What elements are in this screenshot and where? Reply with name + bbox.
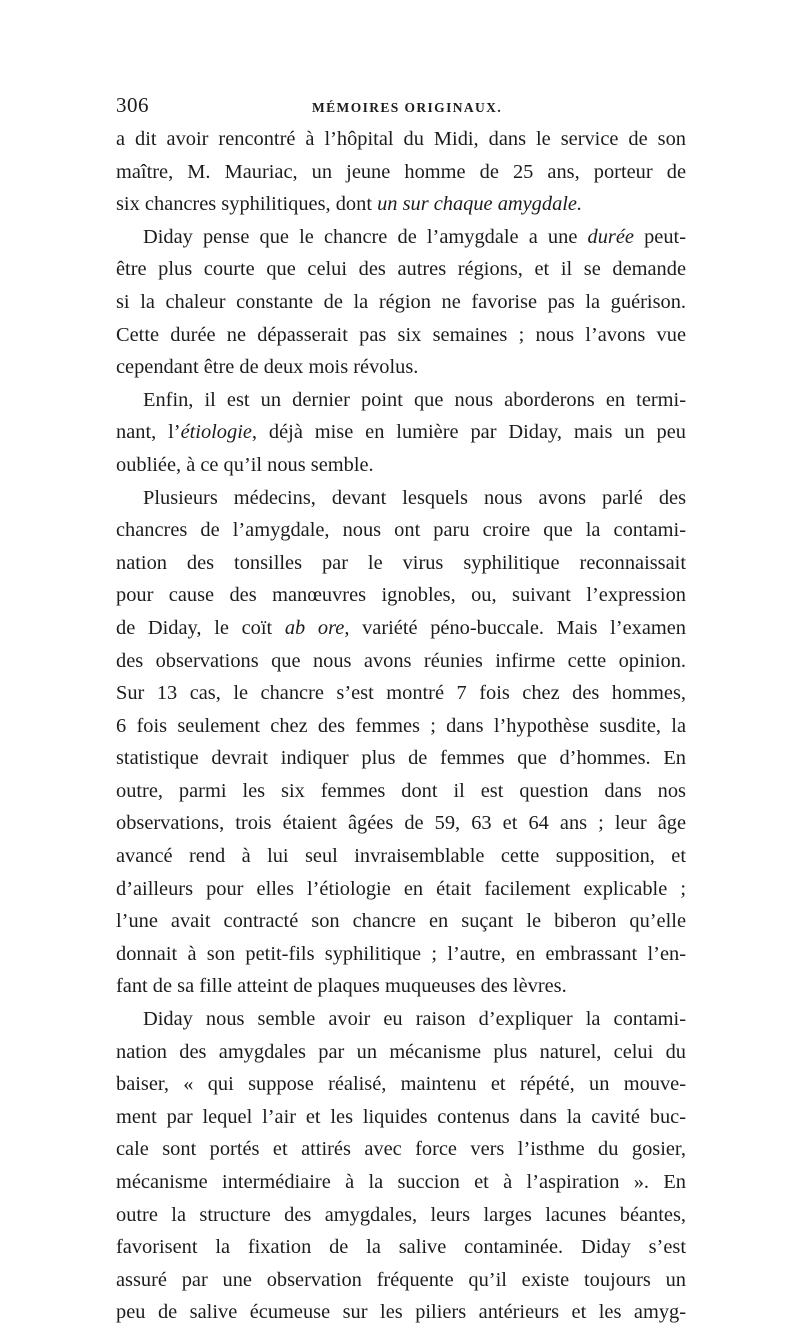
text-line: être plus courte que celui des autres régions, et il se demande (116, 258, 686, 281)
text-line: cale sont portés et attirés avec force vers l’isthme du gosier, (116, 1138, 686, 1161)
line-text: six chancres syphilitiques, dont (116, 193, 378, 216)
text-line: nation des amygdales par un mécanisme plus naturel, celui du (116, 1040, 686, 1063)
text-line: outre la structure des amygdales, leurs larges lacunes béantes, (116, 1203, 686, 1226)
line-text: nant, l’ (116, 421, 181, 444)
text-line: cependant être de deux mois révolus. (116, 356, 419, 379)
text-line: d’ailleurs pour elles l’étiologie en était facilement explicable ; (116, 877, 686, 900)
text-line: avancé rend à lui seul invraisemblable cette supposition, et (116, 845, 686, 868)
text-line: Enfin, il est un dernier point que nous aborderons en termi- (143, 388, 686, 411)
text-line: chancres de l’amygdale, nous ont paru croire que la contami- (116, 519, 686, 542)
text-line: donnait à son petit-fils syphilitique ; l’autre, en embrassant l’en- (116, 942, 686, 965)
line-text: Diday pense que le chancre de l’amygdale a une (143, 225, 588, 248)
text-line: fant de sa fille atteint de plaques muqueuses des lèvres. (116, 975, 567, 998)
text-line: 6 fois seulement chez des femmes ; dans l’hypothèse susdite, la (116, 714, 686, 737)
text-line: des observations que nous avons réunies infirme cette opinion. (116, 649, 686, 672)
line-text: de Diday, le coït (116, 616, 285, 639)
text-line: favorisent la fixation de la salive contaminée. Diday s’est (116, 1236, 686, 1259)
text-line: nation des tonsilles par le virus syphilitique reconnaissait (116, 551, 686, 574)
text-line (116, 188, 686, 221)
body-text (116, 123, 686, 1329)
text-line: outre, parmi les six femmes dont il est question dans nos (116, 779, 686, 802)
text-line: Diday nous semble avoir eu raison d’expliquer la contami- (143, 1008, 686, 1031)
text-line: oubliée, à ce qu’il nous semble. (116, 453, 374, 476)
text-line: l’une avait contracté son chancre en suçant le biberon qu’elle (116, 910, 686, 933)
running-title: MÉMOIRES ORIGINAUX. (312, 100, 503, 115)
line-text: , déjà mise en lumière par Diday, mais un peu (251, 421, 686, 444)
text-line (116, 416, 686, 449)
page-number: 306 (116, 93, 149, 117)
italic-phrase: durée (587, 225, 634, 248)
text-line: statistique devrait indiquer plus de femmes que d’hommes. En (116, 747, 686, 770)
italic-phrase: étiologie (180, 421, 252, 444)
running-header (116, 93, 686, 123)
text-line: Cette durée ne dépasserait pas six semaines ; nous l’avons vue (116, 323, 686, 346)
text-line: mécanisme intermédiaire à la succion et à l’aspiration ». En (116, 1171, 686, 1193)
italic-phrase: un sur chaque amygdale. (377, 193, 583, 216)
text-line: Sur 13 cas, le chancre s’est montré 7 fois chez des hommes, (116, 682, 686, 705)
text-line (116, 612, 686, 645)
book-page (116, 93, 686, 1329)
italic-phrase: ab ore (284, 616, 345, 639)
text-line: ment par lequel l’air et les liquides contenus dans la cavité buc- (116, 1105, 686, 1128)
text-line: maître, M. Mauriac, un jeune homme de 25 ans, porteur de (116, 160, 686, 183)
text-line: a dit avoir rencontré à l’hôpital du Midi, dans le service de son (116, 128, 686, 150)
text-line: pour cause des manœuvres ignobles, ou, suivant l’expression (116, 584, 686, 607)
text-line (116, 221, 686, 254)
line-text: peut- (633, 225, 686, 248)
text-line: baiser, « qui suppose réalisé, maintenu et répété, un mouve- (116, 1073, 686, 1096)
text-line: peu de salive écumeuse sur les piliers antérieurs et les amyg- (116, 1301, 686, 1324)
text-line: assuré par une observation fréquente qu’il existe toujours un (116, 1268, 686, 1291)
line-text: , variété péno-buccale. Mais l’examen (344, 616, 686, 639)
text-line: si la chaleur constante de la région ne favorise pas la guérison. (116, 290, 686, 313)
text-line: Plusieurs médecins, devant lesquels nous avons parlé des (143, 486, 686, 509)
text-line: observations, trois étaient âgées de 59, 63 et 64 ans ; leur âge (116, 812, 686, 835)
